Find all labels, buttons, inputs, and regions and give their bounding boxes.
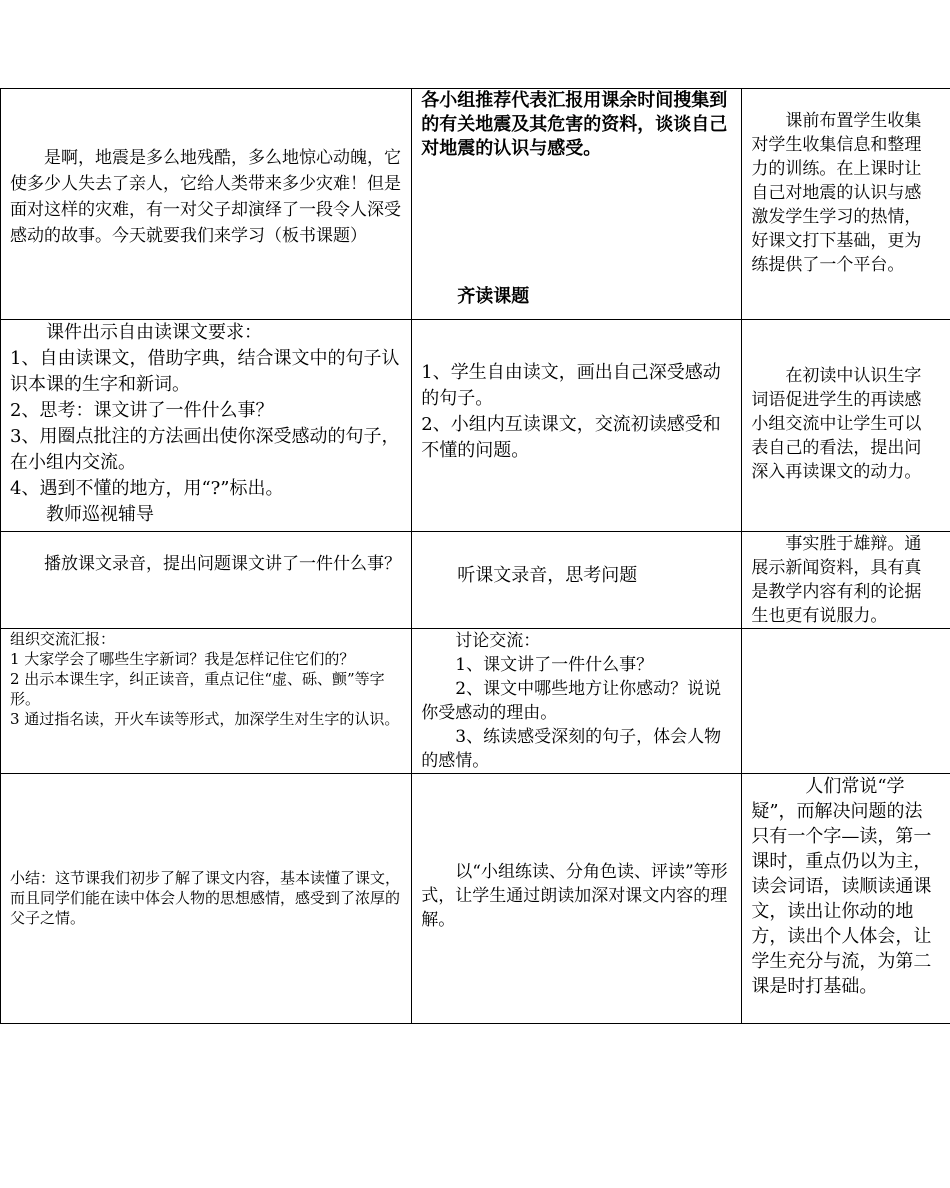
- student-line: 讨论交流：: [455, 631, 541, 651]
- teacher-activity-cell: [1, 532, 412, 629]
- student-line: 1、学生自由读文，画出自己深受感动的句子。: [421, 362, 721, 409]
- design-intent-cell: [742, 89, 950, 320]
- teacher-activity-cell: [1, 774, 412, 1024]
- table-row: [1, 89, 950, 320]
- student-line: 2、课文中哪些地方让你感动？说说你受感动的理由。: [421, 679, 722, 723]
- table-row: [1, 774, 950, 1024]
- teacher-line: 2 出示本课生字，纠正读音，重点记住“虚、砾、颤”等字形。: [10, 670, 385, 708]
- student-extra-text: 齐读课题: [457, 286, 530, 307]
- student-activity-cell: [412, 320, 742, 532]
- student-line: 2、小组内互读课文，交流初读感受和不懂的问题。: [421, 414, 721, 461]
- teacher-activity-cell: [1, 89, 412, 320]
- intent-text: 事实胜于雄辩。通展示新闻资料，具有真是教学内容有利的论据生也更有说服力。: [751, 534, 922, 626]
- teacher-line: 组织交流汇报：: [10, 630, 116, 648]
- intent-text: 人们常说“学疑”，而解决问题的法只有一个字—读，第一课时，重点仍以为主，读会词语，读顺读通课文，读出让你动的地方，读出个人体会，让学生充分与流，为第二课是时打基础。: [751, 776, 932, 997]
- lesson-plan-table: [0, 88, 950, 1024]
- teacher-line: 1 大家学会了哪些生字新词？我是怎样记住它们的？: [10, 650, 355, 668]
- student-line: 1、课文讲了一件什么事？: [455, 655, 654, 675]
- student-activity-cell: [412, 89, 742, 320]
- design-intent-cell: [742, 629, 950, 774]
- teacher-text: 是啊，地震是多么地残酷，多么地惊心动魄，它使多少人失去了亲人，它给人类带来多少灾难！但是面对这样的灾难，有一对父子却演绎了一段令人深受感动的故事。今天就要我们来学习（板书课题）: [10, 148, 401, 246]
- student-activity-cell: [412, 629, 742, 774]
- teacher-line: 3、用圈点批注的方法画出使你深受感动的句子，在小组内交流。: [10, 426, 400, 473]
- teacher-activity-cell: [1, 320, 412, 532]
- intent-text: 在初读中认识生字词语促进学生的再读感小组交流中让学生可以表自己的看法，提出问深入再读课文的动力。: [751, 366, 922, 482]
- design-intent-cell: [742, 320, 950, 532]
- student-text: 以“小组练读、分角色读、评读”等形式，让学生通过朗读加深对课文内容的理解。: [421, 862, 728, 930]
- teacher-line: 3 通过指名读，开火车读等形式，加深学生对生字的认识。: [10, 710, 400, 728]
- intent-text: 课前布置学生收集对学生收集信息和整理力的训练。在上课时让自己对地震的认识与感激发学生学习的热情，好课文打下基础，更为练提供了一个平台。: [751, 111, 922, 275]
- teacher-line: 教师巡视辅导: [46, 504, 154, 525]
- student-text: 听课文录音，思考问题: [457, 565, 638, 586]
- student-activity-cell: [412, 532, 742, 629]
- teacher-text: 播放课文录音，提出问题课文讲了一件什么事？: [44, 554, 401, 574]
- teacher-line: 课件出示自由读课文要求：: [46, 322, 262, 343]
- student-line: 3、练读感受深刻的句子，体会人物的感情。: [421, 727, 722, 771]
- teacher-activity-cell: [1, 629, 412, 774]
- table-row: [1, 629, 950, 774]
- teacher-text: 小结：这节课我们初步了解了课文内容，基本读懂了课文，而且同学们能在读中体会人物的思想感情，感受到了浓厚的父子之情。: [10, 869, 401, 927]
- design-intent-cell: [742, 532, 950, 629]
- teacher-line: 4、遇到不懂的地方，用“?”标出。: [10, 478, 284, 499]
- design-intent-cell: [742, 774, 950, 1024]
- student-text: 各小组推荐代表汇报用课余时间搜集到的有关地震及其危害的资料，谈谈自己对地震的认识与感受。: [421, 90, 728, 159]
- teacher-line: 1、自由读课文，借助字典，结合课文中的句子认识本课的生字和新词。: [10, 348, 400, 395]
- table-row: [1, 532, 950, 629]
- teacher-line: 2、思考：课文讲了一件什么事？: [10, 400, 274, 421]
- table-row: [1, 320, 950, 532]
- student-activity-cell: [412, 774, 742, 1024]
